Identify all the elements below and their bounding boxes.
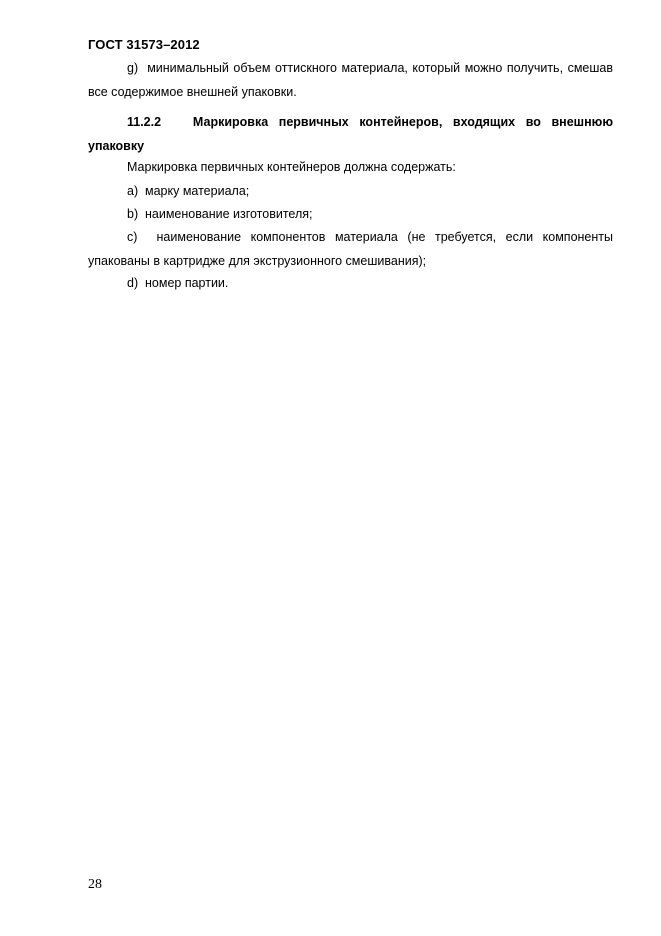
list-item-d xyxy=(127,271,228,295)
document-header: ГОСТ 31573–2012 xyxy=(88,37,200,52)
section-title: Маркировка первичных контейнеров, входящих во внешнюю упаковку xyxy=(88,115,613,153)
list-item-text: марку материала; xyxy=(145,184,250,198)
page-number: 28 xyxy=(88,877,102,892)
list-item-marker: d) xyxy=(127,276,139,290)
section-number: 11.2.2 xyxy=(127,115,162,129)
list-item-c xyxy=(88,225,613,273)
list-item-marker: a) xyxy=(127,184,139,198)
list-item-marker: b) xyxy=(127,207,139,221)
list-item-text: наименование компонентов материала (не требуется, если компоненты упакованы в картридже для экструзионного смешивания); xyxy=(88,230,613,268)
list-item-g xyxy=(88,56,613,104)
list-item-marker: c) xyxy=(127,230,138,244)
list-item-b xyxy=(127,202,313,226)
intro-paragraph: Маркировка первичных контейнеров должна содержать: xyxy=(127,160,456,174)
list-item-a xyxy=(127,179,249,203)
list-item-text: минимальный объем оттискного материала, который можно получить, смешав все содержимое внешней упаковки. xyxy=(88,61,613,99)
section-heading xyxy=(88,110,613,158)
list-item-marker: g) xyxy=(127,61,139,75)
list-item-text: номер партии. xyxy=(145,276,229,290)
list-item-text: наименование изготовителя; xyxy=(145,207,313,221)
